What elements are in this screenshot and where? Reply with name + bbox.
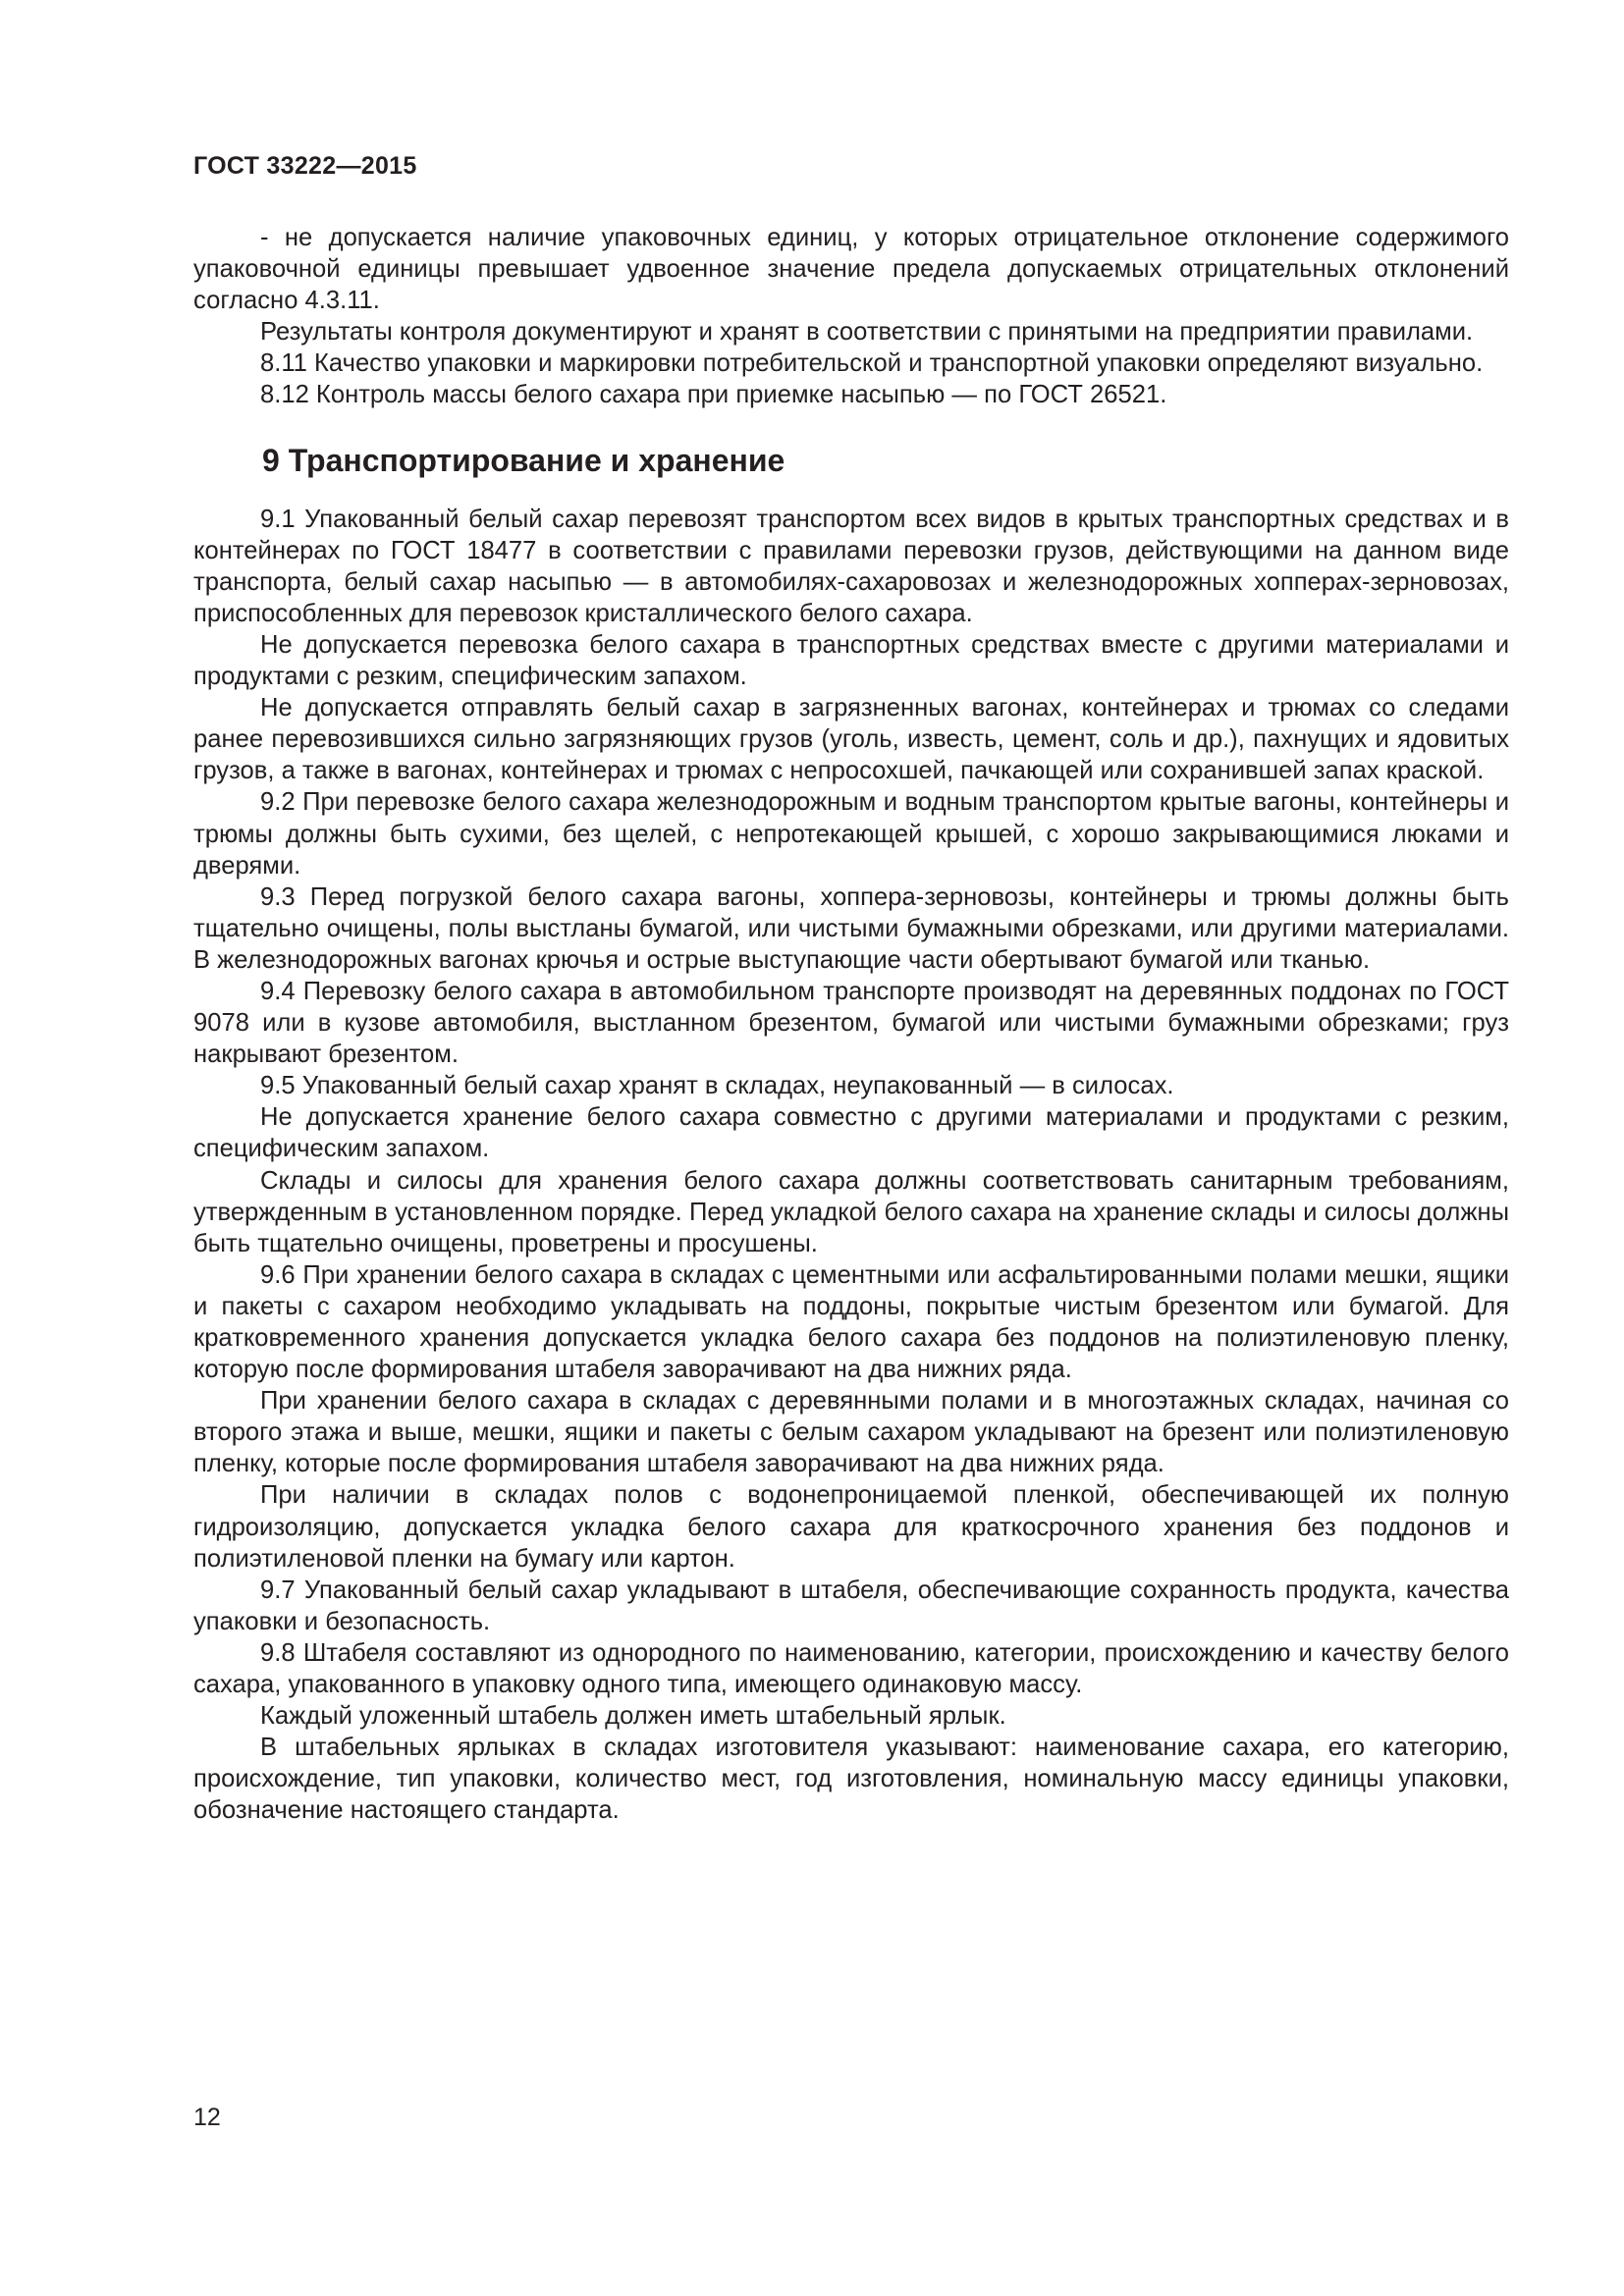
paragraph-9-5: 9.5 Упакованный белый сахар хранят в складах, неупакованный — в силосах. [260, 1072, 1174, 1100]
standard-code-header: ГОСТ 33222—2015 [193, 152, 417, 180]
paragraph-8-12: 8.12 Контроль массы белого сахара при приемке насыпью — по ГОСТ 26521. [260, 381, 1167, 409]
paragraph-stack-label: Каждый уложенный штабель должен иметь штабельный ярлык. [260, 1702, 1006, 1731]
paragraph-9-6: 9.6 При хранении белого сахара в складах с цементными или асфальтированными полами мешки, ящики и пакеты с сахаром необходимо укладывать на поддоны, покрытые чистым брезентом или бумагой. Для кратковременного хранения допускается укладка белого сахара без поддонов на полиэтиленовую пленку, которую после формирования штабеля заворачивают на два нижних ряда. [193, 1260, 1509, 1384]
paragraph-9-1: 9.1 Упакованный белый сахар перевозят транспортом всех видов в крытых транспортных средствах и в контейнерах по ГОСТ 18477 в соответствии с правилами перевозки грузов, действующими на данном виде транспорта, белый сахар насыпью — в автомобилях-сахаровозах и железнодорожных хопперах-зерновозах, приспособленных для перевозок кристаллического белого сахара. [193, 505, 1509, 627]
paragraph-control-results: Результаты контроля документируют и хранят в соответствии с принятыми на предприятии правилами. [260, 318, 1474, 347]
document-body [193, 222, 1509, 1827]
paragraph-8-11: 8.11 Качество упаковки и маркировки потребительской и транспортной упаковки определяют визуально. [260, 349, 1484, 378]
paragraph-wooden-floors: При хранении белого сахара в складах с деревянными полами и в многоэтажных складах, начиная со второго этажа и выше, мешки, ящики и пакеты с белым сахаром укладывают на брезент или полиэтиленовую пленку, которые после формирования штабеля заворачивают на два нижних ряда. [193, 1387, 1509, 1478]
paragraph-transport-restriction: Не допускается перевозка белого сахара в транспортных средствах вместе с другими материалами и продуктами с резким, специфическим запахом. [193, 630, 1509, 691]
paragraph-9-2: 9.2 При перевозке белого сахара железнодорожным и водным транспортом крытые вагоны, контейнеры и трюмы должны быть сухими, без щелей, с непротекающей крышей, с хорошо закрывающимися люками и дверями. [193, 788, 1509, 880]
paragraph-9-8: 9.8 Штабеля составляют из однородного по наименованию, категории, происхождению и качеству белого сахара, упакованного в упаковку одного типа, имеющего одинаковую массу. [193, 1638, 1509, 1699]
paragraph-label-contents: В штабельных ярлыках в складах изготовителя указывают: наименование сахара, его категорию, происхождение, тип упаковки, количество мест, год изготовления, номинальную массу единицы упаковки, обозначение настоящего стандарта. [193, 1734, 1509, 1825]
paragraph-storage-restriction: Не допускается хранение белого сахара совместно с другими материалами и продуктами с резким, специфическим запахом. [193, 1103, 1509, 1163]
page-number: 12 [193, 2104, 221, 2131]
paragraph-contaminated-wagons: Не допускается отправлять белый сахар в загрязненных вагонах, контейнерах и трюмах со следами ранее перевозившихся сильно загрязняющих грузов (уголь, известь, цемент, соль и др.), пахнущих и ядовитых грузов, а также в вагонах, контейнерах и трюмах с непросохшей, пачкающей или сохранившей запах краской. [193, 694, 1509, 785]
paragraph-9-4: 9.4 Перевозку белого сахара в автомобильном транспорте производят на деревянных поддонах по ГОСТ 9078 или в кузове автомобиля, выстланном брезентом, бумагой или чистыми бумажными обрезками; груз накрывают брезентом. [193, 977, 1509, 1069]
paragraph-9-3: 9.3 Перед погрузкой белого сахара вагоны, хоппера-зерновозы, контейнеры и трюмы должны быть тщательно очищены, полы выстланы бумагой, или чистыми бумажными обрезками, или другими материалами. В железнодорожных вагонах крючья и острые выступающие части обертывают бумагой или тканью. [193, 882, 1509, 974]
paragraph-warehouses-silos: Склады и силосы для хранения белого сахара должны соответствовать санитарным требованиям, утвержденным в установленном порядке. Перед укладкой белого сахара на хранение склады и силосы должны быть тщательно очищены, проветрены и просушены. [193, 1166, 1509, 1257]
paragraph-9-7: 9.7 Упакованный белый сахар укладывают в штабеля, обеспечивающие сохранность продукта, качества упаковки и безопасность. [193, 1575, 1509, 1635]
paragraph-waterproof-floors: При наличии в складах полов с водонепроницаемой пленкой, обеспечивающей их полную гидроизоляцию, допускается укладка белого сахара для краткосрочного хранения без поддонов и полиэтиленовой пленки на бумагу или картон. [193, 1481, 1509, 1573]
paragraph-tolerance-rule: - не допускается наличие упаковочных единиц, у которых отрицательное отклонение содержимого упаковочной единицы превышает удвоенное значение предела допускаемых отрицательных отклонений согласно 4.3.11. [193, 224, 1509, 315]
section-heading-9: 9 Транспортирование и хранение [262, 442, 785, 478]
